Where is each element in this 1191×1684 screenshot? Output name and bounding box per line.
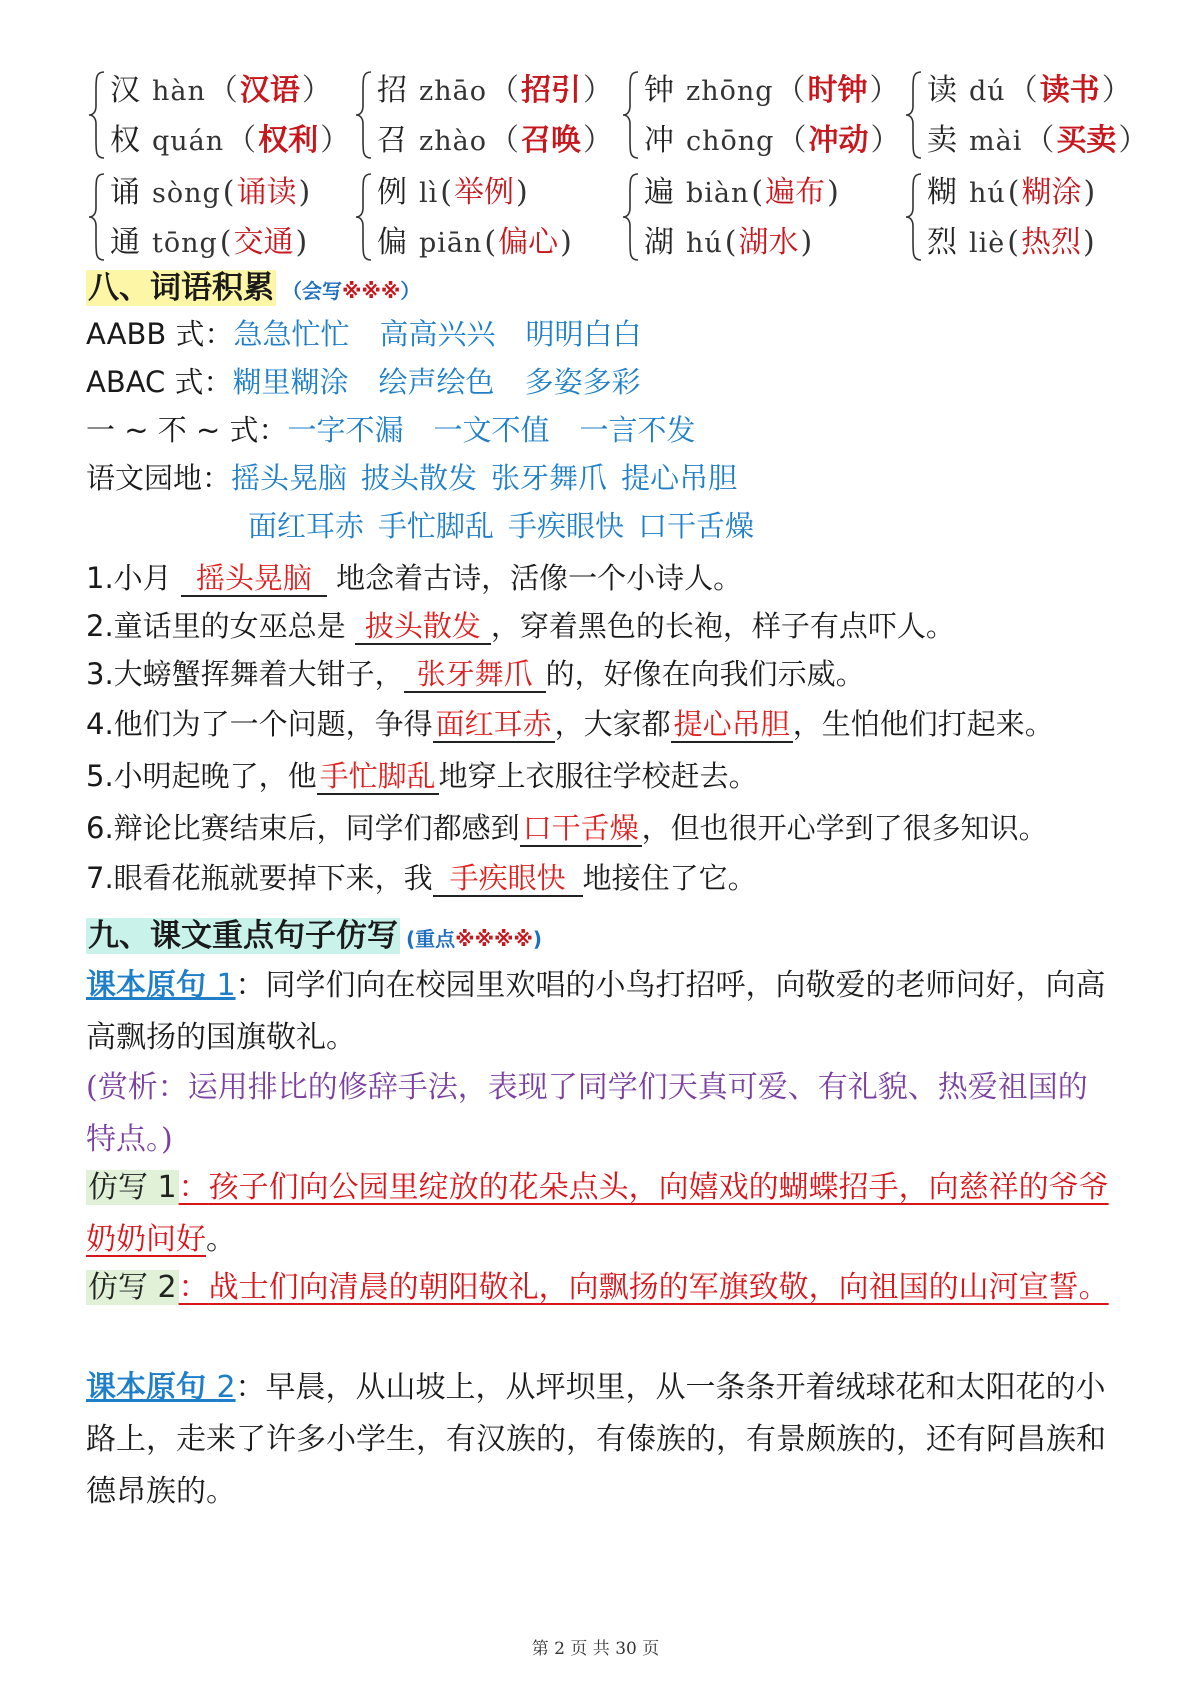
word-group-yuwen-yuandi-2: 面红耳赤 手忙脚乱 手疾眼快 口干舌燥 bbox=[248, 509, 755, 543]
word-group-abac: ABAC 式：糊里糊涂 绘声绘色 多姿多彩 bbox=[86, 365, 641, 399]
character: 冲 bbox=[644, 123, 674, 158]
pinyin: lì bbox=[419, 178, 439, 209]
sentence-5: 5.小明起晚了，他 手忙脚乱 地穿上衣服往学校赶去。 bbox=[86, 759, 758, 793]
word-group-yuwen-yuandi: 语文园地：摇头晃脑 披头散发 张牙舞爪 提心吊胆 bbox=[86, 461, 738, 495]
character-entry: 通 tōng(交通) bbox=[110, 225, 308, 260]
character: 偏 bbox=[377, 225, 407, 260]
pinyin: zhōng bbox=[686, 76, 774, 107]
imitation-tag: 仿写 2 bbox=[88, 1270, 177, 1305]
character: 卖 bbox=[927, 123, 957, 158]
sentence-7: 7.眼看花瓶就要掉下来，我 手疾眼快 地接住了它。 bbox=[86, 861, 757, 895]
answer-word: 读书 bbox=[1039, 73, 1100, 108]
character-entry: 权 quán（权利） bbox=[110, 123, 351, 158]
answer-word: 举例 bbox=[454, 175, 514, 210]
pinyin: hàn bbox=[152, 76, 206, 107]
pinyin: zhāo bbox=[419, 76, 487, 107]
character: 遍 bbox=[644, 175, 674, 210]
pinyin: biàn bbox=[686, 178, 750, 209]
character-entry: 卖 mài（买卖） bbox=[927, 123, 1149, 158]
character: 诵 bbox=[110, 175, 140, 210]
character-entry: 糊 hú(糊涂) bbox=[927, 175, 1096, 210]
sentence-3: 3.大螃蟹挥舞着大钳子， 张牙舞爪 的，好像在向我们示威。 bbox=[86, 657, 865, 691]
answer-word: 权利 bbox=[258, 123, 319, 158]
pinyin: sòng bbox=[152, 178, 221, 209]
pinyin: dú bbox=[969, 76, 1006, 107]
section-9-title: 九、课文重点句子仿写 bbox=[88, 918, 398, 954]
answer-word: 时钟 bbox=[807, 73, 868, 108]
character: 例 bbox=[377, 175, 407, 210]
character-entry: 湖 hú(湖水) bbox=[644, 225, 813, 260]
answer-word: 招引 bbox=[520, 73, 581, 108]
brace-icon bbox=[86, 172, 108, 262]
section-9-heading bbox=[86, 910, 542, 955]
answer-blank: 张牙舞爪 bbox=[404, 657, 546, 693]
pinyin: quán bbox=[152, 126, 225, 157]
pinyin: liè bbox=[969, 228, 1006, 259]
section-9-note: (重点※※※※) bbox=[406, 927, 543, 951]
answer-word: 汉语 bbox=[239, 73, 300, 108]
answer-word: 买卖 bbox=[1056, 123, 1117, 158]
brace-icon bbox=[86, 70, 108, 160]
imitation-tag: 仿写 1 bbox=[88, 1170, 177, 1205]
pinyin: tōng bbox=[152, 228, 218, 259]
section-8-note: （会写※※※） bbox=[282, 279, 421, 303]
character: 权 bbox=[110, 123, 140, 158]
character-entry: 冲 chōng（冲动） bbox=[644, 123, 901, 158]
answer-blank: 提心吊胆 bbox=[671, 707, 793, 743]
original-sentence-tag: 课本原句 2 bbox=[86, 1370, 236, 1405]
brace-icon bbox=[353, 172, 375, 262]
answer-blank: 摇头晃脑 bbox=[181, 561, 327, 597]
answer-blank: 面红耳赤 bbox=[433, 707, 555, 743]
answer-blank: 披头散发 bbox=[355, 609, 491, 645]
word-group-aabb: AABB 式：急急忙忙 高高兴兴 明明白白 bbox=[86, 317, 642, 351]
pinyin: mài bbox=[969, 126, 1023, 157]
answer-word: 召唤 bbox=[520, 123, 581, 158]
page-footer: 第 2 页 共 30 页 bbox=[531, 1639, 660, 1659]
answer-word: 偏心 bbox=[498, 225, 559, 260]
character-entry: 招 zhāo（招引） bbox=[377, 73, 613, 108]
brace-icon bbox=[620, 172, 642, 262]
character-entry: 诵 sòng(诵读) bbox=[110, 175, 311, 210]
original-sentence-1: 课本原句 1：同学们向在校园里欢唱的小鸟打招呼，向敬爱的老师问好，向高高飘扬的国旗敬礼。 bbox=[86, 968, 1106, 1055]
answer-word: 冲动 bbox=[808, 123, 869, 158]
answer-word: 遍布 bbox=[765, 175, 826, 210]
answer-word: 诵读 bbox=[236, 175, 297, 210]
original-sentence-tag: 课本原句 1 bbox=[86, 968, 236, 1003]
answer-word: 交通 bbox=[233, 225, 294, 260]
sentence-1: 1.小月 摇头晃脑 地念着古诗，活像一个小诗人。 bbox=[86, 561, 743, 595]
character: 湖 bbox=[644, 225, 674, 260]
pinyin: zhào bbox=[419, 126, 487, 157]
character: 召 bbox=[377, 123, 407, 158]
brace-icon bbox=[903, 70, 925, 160]
character-entry: 遍 biàn(遍布) bbox=[644, 175, 839, 210]
character-entry: 偏 piān(偏心) bbox=[377, 225, 572, 260]
character-entry: 读 dú（读书） bbox=[927, 73, 1132, 108]
brace-icon bbox=[620, 70, 642, 160]
character: 招 bbox=[377, 73, 407, 108]
word-group-yi-bu: 一 ~ 不 ~ 式：一字不漏 一文不值 一言不发 bbox=[86, 413, 696, 447]
answer-blank: 手忙脚乱 bbox=[317, 759, 439, 795]
answer-word: 糊涂 bbox=[1021, 175, 1082, 210]
sentence-6: 6.辩论比赛结束后，同学们都感到 口干舌燥 ，但也很开心学到了很多知识。 bbox=[86, 811, 1048, 845]
original-sentence-2: 课本原句 2：早晨，从山坡上，从坪坝里，从一条条开着绒球花和太阳花的小路上，走来了许多小学生，有汉族的，有傣族的，有景颇族的，还有阿昌族和德昂族的。 bbox=[86, 1370, 1106, 1509]
pinyin: piān bbox=[419, 228, 483, 259]
analysis-text: (赏析：运用排比的修辞手法，表现了同学们天真可爱、有礼貌、热爱祖国的特点。) bbox=[86, 1070, 1088, 1157]
pinyin: hú bbox=[686, 228, 723, 259]
character-entry: 钟 zhōng（时钟） bbox=[644, 73, 900, 108]
character: 糊 bbox=[927, 175, 957, 210]
character: 烈 bbox=[927, 225, 957, 260]
character: 读 bbox=[927, 73, 957, 108]
character: 汉 bbox=[110, 73, 140, 108]
section-8-title: 八、词语积累 bbox=[88, 270, 274, 306]
character-entry: 例 lì(举例) bbox=[377, 175, 528, 210]
character: 通 bbox=[110, 225, 140, 260]
pinyin: hú bbox=[969, 178, 1006, 209]
character-entry: 汉 hàn（汉语） bbox=[110, 73, 332, 108]
answer-word: 热烈 bbox=[1020, 225, 1081, 260]
answer-word: 湖水 bbox=[738, 225, 799, 260]
imitation-1: 仿写 1：孩子们向公园里绽放的花朵点头，向嬉戏的蝴蝶招手，向慈祥的爷爷奶奶问好。 bbox=[86, 1170, 1109, 1257]
brace-icon bbox=[353, 70, 375, 160]
character-entry: 烈 liè(热烈) bbox=[927, 225, 1095, 260]
section-8-heading bbox=[86, 262, 420, 307]
sentence-4: 4.他们为了一个问题，争得 面红耳赤 ，大家都 提心吊胆 ，生怕他们打起来。 bbox=[86, 707, 1054, 741]
brace-icon bbox=[903, 172, 925, 262]
sentence-2: 2.童话里的女巫总是 披头散发 ，穿着黑色的长袍，样子有点吓人。 bbox=[86, 609, 955, 643]
pinyin: chōng bbox=[686, 126, 775, 157]
answer-blank: 手疾眼快 bbox=[433, 861, 583, 897]
character-entry: 召 zhào（召唤） bbox=[377, 123, 613, 158]
character: 钟 bbox=[644, 73, 674, 108]
answer-blank: 口干舌燥 bbox=[520, 811, 642, 847]
imitation-2: 仿写 2：战士们向清晨的朝阳敬礼，向飘扬的军旗致敬，向祖国的山河宣誓。 bbox=[88, 1270, 1109, 1305]
